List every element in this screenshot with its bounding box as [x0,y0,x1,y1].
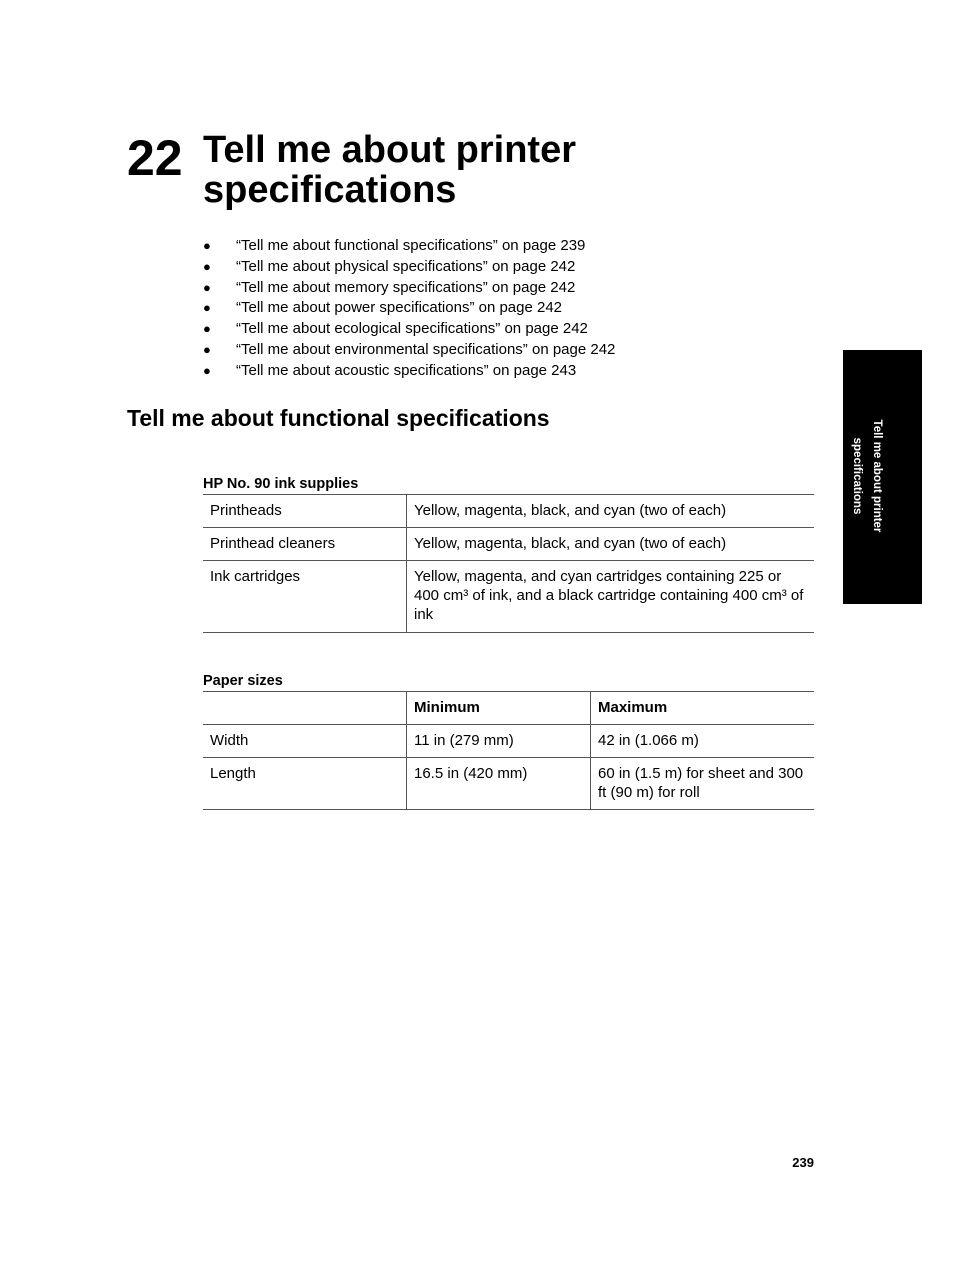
bullet-icon: ● [203,279,211,295]
toc-item-ecological[interactable] [203,319,615,340]
supplies-table-caption: HP No. 90 ink supplies [203,476,359,492]
toc-item-physical[interactable] [203,257,615,278]
bullet-icon: ● [203,258,211,274]
toc-item-memory[interactable] [203,278,615,299]
page-number: 239 [792,1155,814,1170]
toc-item-label[interactable]: “Tell me about memory specifications” on page 242 [236,278,576,296]
paper-sizes-table [203,691,814,810]
table-cell-maximum: 42 in (1.066 m) [591,725,815,758]
toc-item-environmental[interactable] [203,340,615,361]
toc-item-power[interactable] [203,298,615,319]
bullet-icon: ● [203,238,211,253]
table-header-row [203,692,814,725]
toc-item-label[interactable]: “Tell me about power specifications” on page 242 [236,299,563,317]
ink-supplies-table [203,494,814,633]
chapter-title: Tell me about printer specifications [203,129,577,211]
toc-item-label[interactable]: “Tell me about functional specifications” on page 239 [236,237,586,254]
table-cell-value: Yellow, magenta, and cyan cartridges containing 225 or 400 cm³ of ink, and a black cartridge containing 400 cm³ of ink [407,561,815,633]
chapter-number: 22 [127,130,183,186]
chapter-toc-list [203,236,615,382]
toc-item-label[interactable]: “Tell me about acoustic specifications” on page 243 [236,361,577,379]
bullet-icon: ● [203,300,211,316]
table-row [203,528,814,561]
table-cell-label: Length [203,758,407,810]
paper-table-caption: Paper sizes [203,673,283,689]
toc-item-acoustic[interactable] [203,361,615,382]
bullet-icon: ● [203,341,211,357]
table-row [203,758,814,810]
table-row [203,561,814,633]
toc-item-label[interactable]: “Tell me about environmental specifications” on page 242 [236,340,616,358]
table-header-cell [203,692,407,725]
table-cell-minimum: 11 in (279 mm) [407,725,591,758]
toc-item-functional[interactable] [203,236,615,257]
table-cell-label: Ink cartridges [203,561,407,633]
toc-item-label[interactable]: “Tell me about ecological specifications” on page 242 [236,320,588,338]
side-tab-label: Tell me about printer specifications [851,419,883,533]
table-cell-value: Yellow, magenta, black, and cyan (two of each) [407,528,815,561]
table-header-minimum: Minimum [407,692,591,725]
bullet-icon: ● [203,362,211,378]
toc-item-label[interactable]: “Tell me about physical specifications” on page 242 [236,257,576,275]
section-heading: Tell me about functional specifications [127,405,550,431]
table-cell-label: Width [203,725,407,758]
bullet-icon: ● [203,321,211,337]
table-cell-label: Printheads [203,495,407,528]
table-cell-minimum: 16.5 in (420 mm) [407,758,591,810]
table-header-maximum: Maximum [591,692,815,725]
table-cell-maximum: 60 in (1.5 m) for sheet and 300 ft (90 m) for roll [591,758,815,810]
table-cell-value: Yellow, magenta, black, and cyan (two of each) [407,495,815,528]
table-cell-label: Printhead cleaners [203,528,407,561]
table-row [203,495,814,528]
table-row [203,725,814,758]
